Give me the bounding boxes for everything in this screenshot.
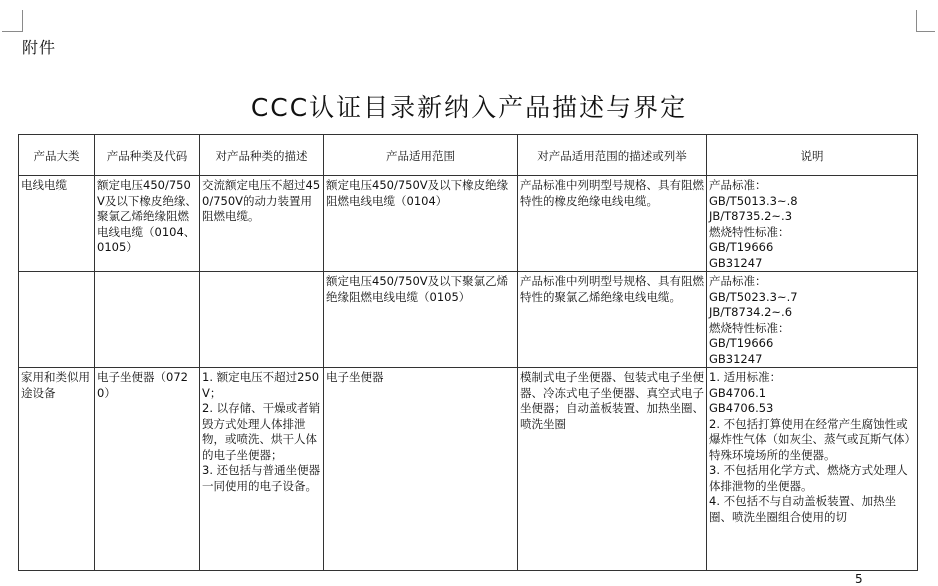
header-notes: 说明 — [707, 135, 918, 176]
document-title: CCC认证目录新纳入产品描述与界定 — [250, 93, 688, 122]
product-catalog-table — [18, 134, 918, 571]
header-type-description: 对产品种类的描述 — [200, 135, 324, 176]
cell-notes: 产品标准： GB/T5013.3~.8 JB/T8735.2~.3 燃烧特性标准： GB/T19666 GB31247 — [707, 176, 918, 272]
cell-type-description — [200, 272, 324, 368]
cell-product-type: 额定电压450/750V及以下橡皮绝缘、聚氯乙烯绝缘阻燃电线电缆（0104、0105） — [95, 176, 200, 272]
cell-category: 电线电缆 — [19, 176, 95, 272]
table-row — [19, 368, 918, 571]
header-category: 产品大类 — [19, 135, 95, 176]
cell-scope: 额定电压450/750V及以下橡皮绝缘阻燃电线电缆（0104） — [324, 176, 518, 272]
cell-type-description: 交流额定电压不超过450/750V的动力装置用阻燃电缆。 — [200, 176, 324, 272]
header-scope: 产品适用范围 — [324, 135, 518, 176]
attachment-label: 附件 — [22, 38, 57, 57]
cell-category — [19, 272, 95, 368]
crop-mark — [916, 10, 917, 32]
cell-type-description: 1. 额定电压不超过250V； 2. 以存储、干燥或者销毁方式处理人体排泄物，或喷洗、烘干人体的电子坐便器； 3. 还包括与普通坐便器一同使用的电子设备。 — [200, 368, 324, 571]
cell-notes: 1. 适用标准： GB4706.1 GB4706.53 2. 不包括打算使用在经常产生腐蚀性或爆炸性气体（如灰尘、蒸气或瓦斯气体）特殊环境场所的坐便器。 3. 不包括用化学方式、燃烧方式处理人体排泄物的坐便器。 4. 不包括不与自动盖板装置、加热坐圈、喷洗坐圈组合使用的切 — [707, 368, 918, 571]
page-number: 5 — [855, 572, 863, 586]
crop-mark — [2, 31, 22, 32]
crop-mark — [917, 31, 935, 32]
cell-scope-description: 产品标准中列明型号规格、具有阻燃特性的聚氯乙烯绝缘电线电缆。 — [518, 272, 707, 368]
cell-product-type — [95, 272, 200, 368]
cell-notes: 产品标准： GB/T5023.3~.7 JB/T8734.2~.6 燃烧特性标准： GB/T19666 GB31247 — [707, 272, 918, 368]
cell-scope-description: 模制式电子坐便器、包装式电子坐便器、冷冻式电子坐便器、真空式电子坐便器；自动盖板装置、加热坐圈、喷洗坐圈 — [518, 368, 707, 571]
header-product-type: 产品种类及代码 — [95, 135, 200, 176]
table-header-row — [19, 135, 918, 176]
cell-product-type: 电子坐便器（0720） — [95, 368, 200, 571]
cell-scope: 额定电压450/750V及以下聚氯乙烯绝缘阻燃电线电缆（0105） — [324, 272, 518, 368]
header-scope-description: 对产品适用范围的描述或列举 — [518, 135, 707, 176]
crop-mark — [22, 10, 23, 32]
cell-category: 家用和类似用途设备 — [19, 368, 95, 571]
cell-scope: 电子坐便器 — [324, 368, 518, 571]
table-row — [19, 176, 918, 272]
table-row — [19, 272, 918, 368]
cell-scope-description: 产品标准中列明型号规格、具有阻燃特性的橡皮绝缘电线电缆。 — [518, 176, 707, 272]
